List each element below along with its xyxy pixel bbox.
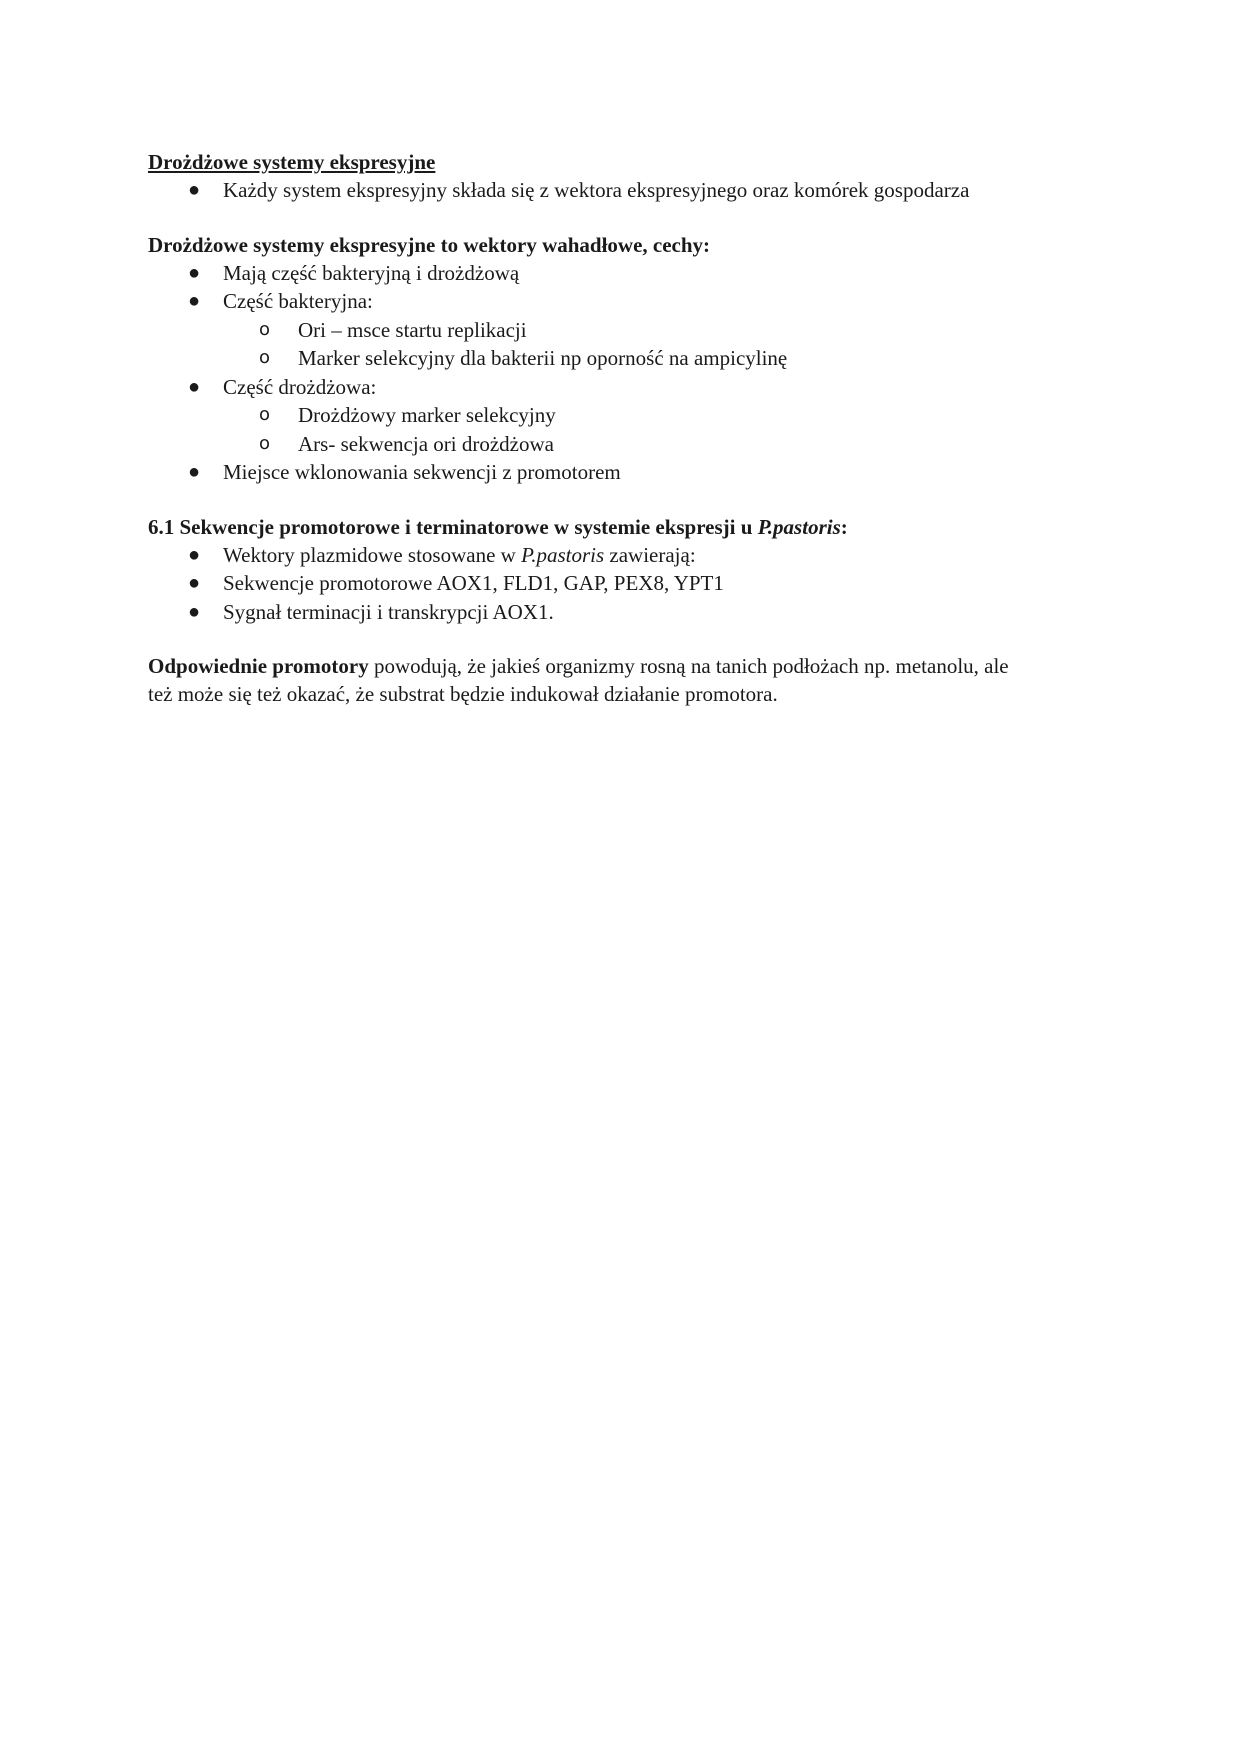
bullet-list: [148, 259, 1108, 487]
list-item-text-suffix: zawierają:: [604, 542, 696, 567]
list-item-row: [188, 373, 1108, 402]
sub-list-item: [148, 316, 1108, 345]
circle-bullet-icon: o: [259, 347, 271, 368]
list-item-text: Mają część bakteryjną i drożdżową: [223, 260, 520, 285]
list-item: [148, 373, 1108, 459]
list-item: [148, 541, 1108, 570]
bullet-icon: ●: [188, 461, 201, 483]
list-item: [148, 598, 1108, 627]
list-item-text: Wektory plazmidowe stosowane w: [223, 542, 522, 567]
list-item-text: Miejsce wklonowania sekwencji z promotorem: [223, 460, 621, 484]
bullet-icon: ●: [188, 572, 201, 594]
list-item-text: Część drożdżowa:: [223, 374, 377, 399]
list-item-text: Każdy system ekspresyjny składa się z wektora ekspresyjnego oraz komórek gospodarza: [223, 178, 970, 202]
bullet-icon: ●: [188, 543, 201, 566]
list-item: [148, 287, 1108, 373]
heading-suffix: :: [840, 514, 848, 539]
list-item: [148, 569, 1108, 598]
circle-bullet-icon: o: [259, 318, 271, 340]
sub-list-item-text: Ars- sekwencja ori drożdżowa: [298, 431, 554, 456]
list-item-text: Sygnał terminacji i transkrypcji AOX1.: [223, 599, 554, 624]
spacer: [148, 205, 1108, 231]
list-item: [148, 458, 1108, 487]
sub-bullet-list: [148, 316, 1108, 373]
species-name: P.pastoris: [521, 542, 605, 567]
list-item: [148, 259, 1108, 288]
list-item-text: Część bakteryjna:: [223, 289, 373, 313]
paragraph-bold-lead: Odpowiednie promotory: [148, 654, 369, 678]
sub-list-item-text: Ori – msce startu replikacji: [298, 317, 527, 342]
section-heading-promoter-sequences: [148, 513, 1108, 541]
sub-list-item: [148, 344, 1108, 373]
sub-list-item: [148, 401, 1108, 430]
spacer: [148, 626, 1108, 652]
paragraph-promoters: [148, 652, 1108, 708]
document-content: [148, 148, 1108, 708]
list-item-text: Sekwencje promotorowe AOX1, FLD1, GAP, PEX8, YPT1: [223, 571, 724, 595]
heading-text: 6.1 Sekwencje promotorowe i terminatorowe w systemie ekspresji u: [148, 514, 758, 539]
paragraph-text-line2: też może się też okazać, że substrat będzie indukował działanie promotora.: [148, 682, 778, 706]
sub-bullet-list: [148, 401, 1108, 458]
bullet-icon: ●: [188, 600, 201, 623]
section-heading-shuttle-vectors: Drożdżowe systemy ekspresyjne to wektory wahadłowe, cechy:: [148, 232, 711, 257]
list-item-row: [188, 287, 1108, 316]
sub-list-item-text: Marker selekcyjny dla bakterii np oporność na ampicylinę: [298, 346, 788, 370]
section-heading-yeast-expression-systems: Drożdżowe systemy ekspresyjne: [148, 150, 436, 174]
sub-list-item: [148, 430, 1108, 459]
bullet-icon: ●: [188, 375, 201, 398]
bullet-list: [148, 176, 1108, 205]
heading-species-name: P.pastoris: [757, 514, 841, 539]
bullet-icon: ●: [188, 179, 201, 201]
circle-bullet-icon: o: [259, 404, 271, 425]
spacer: [148, 487, 1108, 513]
bullet-icon: ●: [188, 261, 201, 284]
bullet-icon: ●: [188, 290, 201, 312]
paragraph-text: powodują, że jakieś organizmy rosną na tanich podłożach np. metanolu, ale: [368, 654, 1009, 678]
list-item: [148, 176, 1108, 205]
circle-bullet-icon: o: [259, 432, 271, 454]
sub-list-item-text: Drożdżowy marker selekcyjny: [298, 403, 556, 427]
bullet-list: [148, 541, 1108, 627]
